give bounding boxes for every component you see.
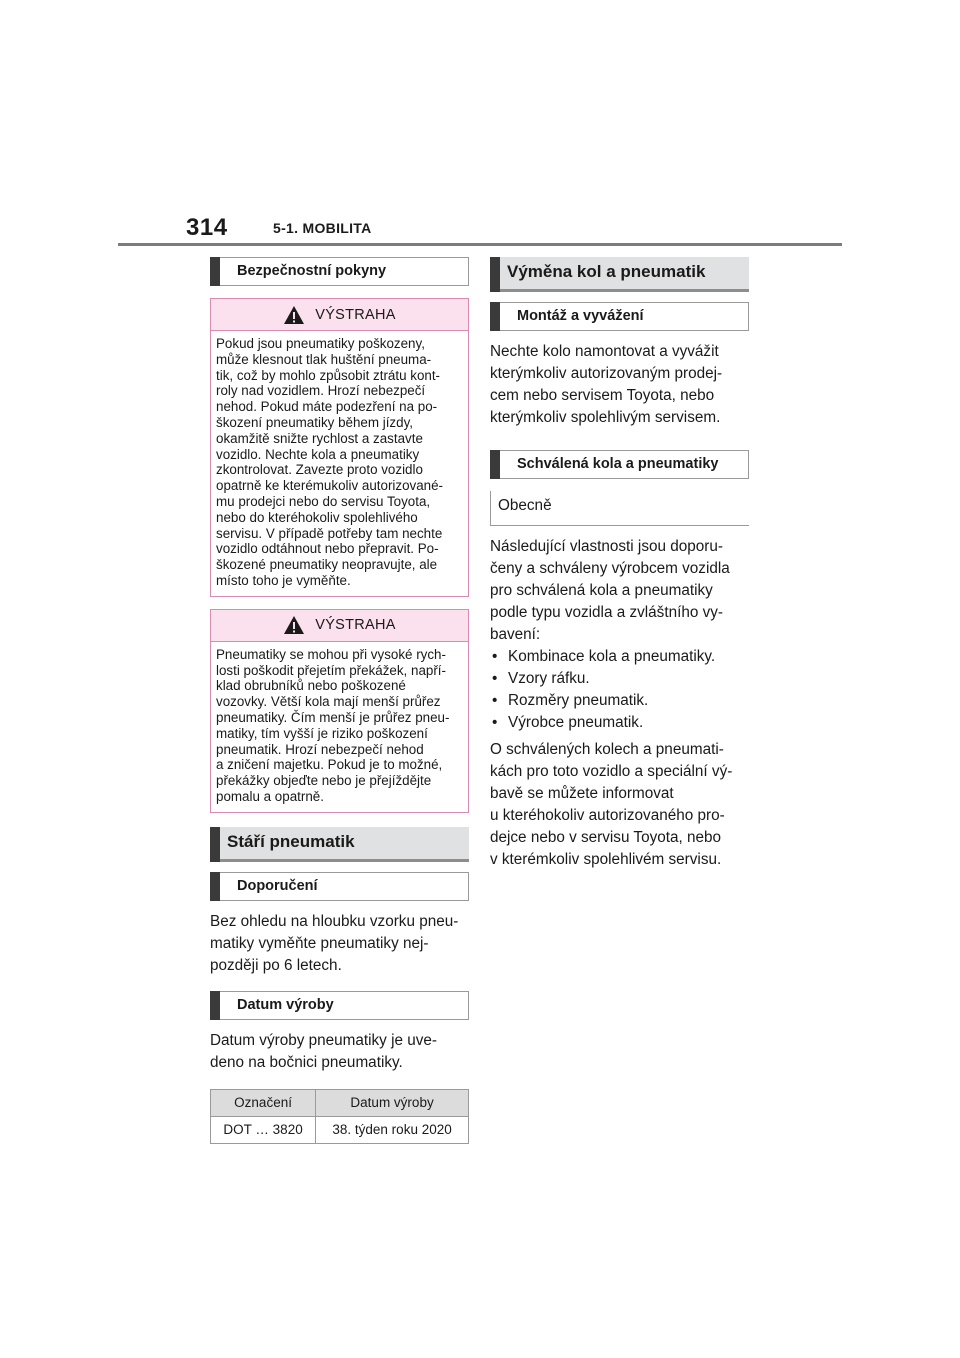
list-item: • Výrobce pneumatik. xyxy=(490,712,749,734)
warning-triangle-icon xyxy=(283,615,305,635)
warning-label: VÝSTRAHA xyxy=(315,306,396,323)
right-column xyxy=(490,257,749,871)
warning-text: Pneumatiky se mohou při vysoké rych- losti poškodit přejetím překážek, napří- klad obrubníků nebo poškozené vozovky. Větší kola mají menší průřez pneumatiky. Čím menší je průřez pneu- matiky, tím vyšší je riziko poškození pneumatik. Hrozí nebezpečí nehod a zničení majetku. Pokud je to možné, překážky objeďte nebo je přejíždějte pomalu a opatrně. xyxy=(216,646,450,804)
warning-text: Pokud jsou pneumatiky poškozeny, může klesnout tlak huštění pneuma- tik, což by mohlo způsobit ztrátu kont- roly nad vozidlem. Hrozí nebezpečí nehod. Pokud máte podezření na po- škození pneumatiky během jízdy, okamžitě snižte rychlost a zastavte vozidlo. Nechte kola a pneumatiky zkontrolovat. Zavezte proto vozidlo opatrně ke kterémukoliv autorizované- mu prodejci nebo do servisu Toyota, nebo do kteréhokoliv spolehlivého servisu. V případě potřeby tam nechte vozidlo odtáhnout nebo přepravit. Po- škozené pneumatiky neopravujte, ale místo toho je vyměňte. xyxy=(216,336,444,588)
general-subheading: Obecně xyxy=(490,485,749,526)
recommendation-heading: Doporučení xyxy=(210,872,469,901)
recommendation-text: Bez ohledu na hloubku vzorku pneu- matiky vyměňte pneumatiky nej- později po 6 letech. xyxy=(210,912,459,974)
warning-triangle-icon xyxy=(283,305,305,325)
approved-properties-list xyxy=(490,646,749,734)
list-item: • Rozměry pneumatik. xyxy=(490,690,749,712)
table-row: DOT … 3820 38. týden roku 2020 xyxy=(211,1116,469,1143)
approved-wheels-heading: Schválená kola a pneumatiky xyxy=(490,450,749,479)
list-item: • Kombinace kola a pneumatiky. xyxy=(490,646,749,668)
mounting-text: Nechte kolo namontovat a vyvážit kterýmkoliv autorizovaným prodej- cem nebo servisem Toyota, nebo kterýmkoliv spolehlivým servisem. xyxy=(490,343,723,426)
warning-box-1 xyxy=(210,298,469,597)
table-header-marking: Označení xyxy=(211,1089,316,1116)
safety-instructions-heading: Bezpečnostní pokyny xyxy=(210,257,469,286)
warning-header xyxy=(211,610,468,642)
list-item: • Vzory ráfku. xyxy=(490,668,749,690)
production-date-table xyxy=(210,1089,469,1144)
warning-label: VÝSTRAHA xyxy=(315,617,396,634)
left-column xyxy=(210,257,469,1144)
section-title: 5-1. MOBILITA xyxy=(273,220,372,236)
header-divider xyxy=(118,243,842,246)
wheel-change-heading: Výměna kol a pneumatik xyxy=(490,257,749,292)
page-number: 314 xyxy=(186,214,228,241)
info-text: O schválených kolech a pneumati- kách pro toto vozidlo a speciální vý- bavě se můžete informovat u kteréhokoliv autorizovaného pro- dejce nebo v servisu Toyota, nebo v kterémkoliv spolehlivém servisu. xyxy=(490,741,733,868)
warning-box-2 xyxy=(210,609,469,813)
tire-age-heading: Stáří pneumatik xyxy=(210,827,469,862)
table-header-date: Datum výroby xyxy=(316,1089,469,1116)
mounting-heading: Montáž a vyvážení xyxy=(490,302,749,331)
approved-text: Následující vlastnosti jsou doporu- čeny a schváleny výrobcem vozidla pro schválená kola a pneumatiky podle typu vozidla a zvláštního vy- bavení: xyxy=(490,538,730,643)
production-date-heading: Datum výroby xyxy=(210,991,469,1020)
warning-header xyxy=(211,299,468,331)
production-date-text: Datum výroby pneumatiky je uve- deno na bočnici pneumatiky. xyxy=(210,1031,437,1071)
